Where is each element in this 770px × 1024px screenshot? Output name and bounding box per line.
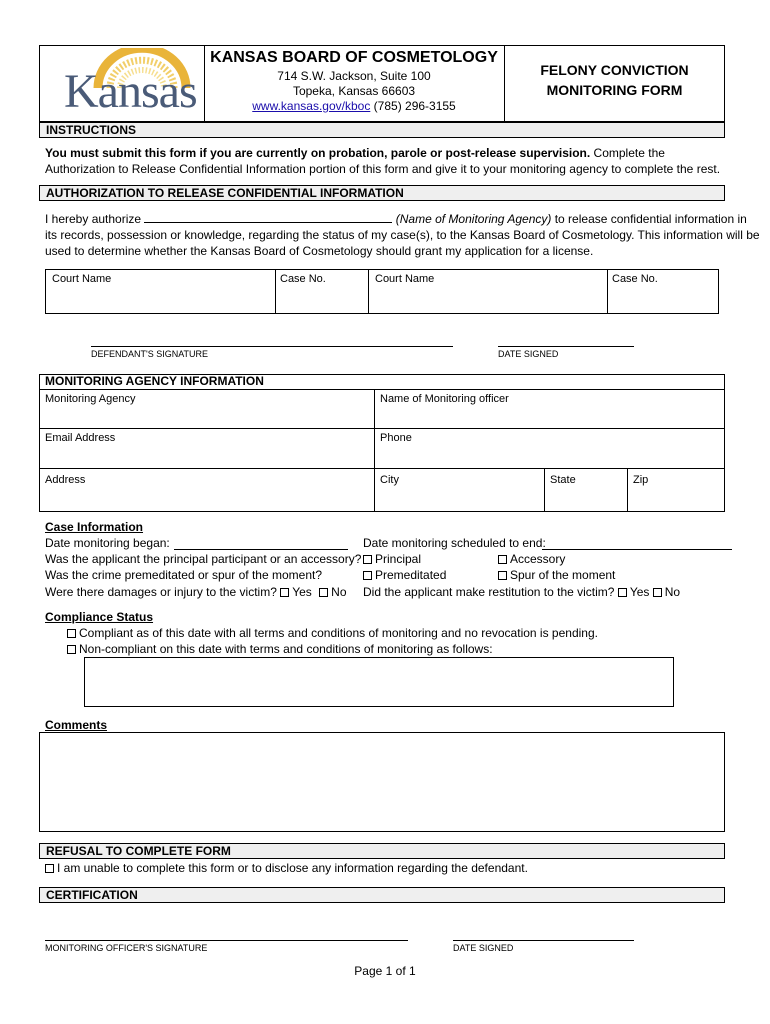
city-field[interactable]: City bbox=[380, 474, 399, 486]
instructions-bold: You must submit this form if you are currently on probation, parole or post-release supervision. bbox=[45, 146, 591, 160]
authorize-text-after: to release confidential information in bbox=[554, 212, 747, 226]
refusal-heading: REFUSAL TO COMPLETE FORM bbox=[39, 843, 725, 859]
phone-field[interactable]: Phone bbox=[380, 432, 412, 444]
authorization-heading: AUTHORIZATION TO RELEASE CONFIDENTIAL INFORMATION bbox=[39, 185, 725, 201]
instructions-body: Complete the Authorization to Release Confidential Information portion of this form and give it to your monitoring agency to complete the rest. bbox=[45, 146, 721, 176]
refusal-checkbox[interactable] bbox=[45, 864, 54, 873]
restitution-question: Did the applicant make restitution to the victim? bbox=[363, 585, 615, 599]
court-name-2-field[interactable]: Court Name bbox=[375, 273, 435, 285]
authorization-line1 bbox=[45, 211, 747, 227]
date-end-label: Date monitoring scheduled to end: bbox=[363, 536, 546, 550]
date-end-field[interactable] bbox=[542, 549, 732, 550]
premeditated-question: Was the crime premeditated or spur of the moment? bbox=[45, 568, 323, 582]
comments-field[interactable] bbox=[39, 732, 725, 832]
damages-yes-label: Yes bbox=[292, 585, 312, 599]
monitoring-agency-name-field[interactable] bbox=[144, 211, 392, 223]
principal-option[interactable] bbox=[363, 551, 421, 567]
form-title-1: FELONY CONVICTION bbox=[540, 62, 689, 78]
org-address-1: 714 S.W. Jackson, Suite 100 bbox=[277, 69, 431, 83]
org-contact bbox=[204, 98, 504, 114]
premeditated-option[interactable] bbox=[363, 567, 446, 583]
agency-heading: MONITORING AGENCY INFORMATION bbox=[45, 374, 264, 388]
noncompliant-label: Non-compliant on this date with terms and conditions of monitoring as follows: bbox=[79, 642, 493, 656]
org-name: KANSAS BOARD OF COSMETOLOGY bbox=[210, 49, 498, 66]
case-no-1-field[interactable]: Case No. bbox=[280, 273, 326, 285]
form-title-2: MONITORING FORM bbox=[546, 82, 683, 98]
authorization-line2: its records, possession or knowledge, regarding the status of my case(s), to the Kansas Board of Cosmetology. This information will be bbox=[45, 228, 760, 242]
page-number: Page 1 of 1 bbox=[354, 964, 416, 978]
compliant-label: Compliant as of this date with all terms and conditions of monitoring and no revocation is pending. bbox=[79, 626, 598, 640]
defendant-date-label: DATE SIGNED bbox=[498, 349, 559, 359]
defendant-signature-label: DEFENDANT'S SIGNATURE bbox=[91, 349, 209, 359]
monitoring-agency-field[interactable]: Monitoring Agency bbox=[45, 393, 136, 405]
damages-yes-checkbox[interactable] bbox=[280, 588, 289, 597]
compliant-checkbox[interactable] bbox=[67, 629, 76, 638]
spur-option[interactable] bbox=[498, 567, 615, 583]
restitution-row bbox=[363, 584, 680, 600]
damages-question: Were there damages or injury to the victim? bbox=[45, 585, 277, 599]
comments-heading: Comments bbox=[45, 718, 108, 732]
damages-no-checkbox[interactable] bbox=[319, 588, 328, 597]
website-link[interactable]: www.kansas.gov/kboc bbox=[252, 99, 371, 113]
officer-name-field[interactable]: Name of Monitoring officer bbox=[380, 393, 509, 405]
restitution-yes-checkbox[interactable] bbox=[618, 588, 627, 597]
state-field[interactable]: State bbox=[550, 474, 576, 486]
defendant-date-line[interactable] bbox=[498, 346, 634, 347]
spur-label: Spur of the moment bbox=[510, 568, 616, 582]
restitution-no-label: No bbox=[664, 585, 681, 599]
instructions-heading: INSTRUCTIONS bbox=[39, 122, 725, 138]
officer-date-line[interactable] bbox=[453, 940, 634, 941]
logo-wordmark: Kansas bbox=[64, 65, 197, 118]
refusal-label: I am unable to complete this form or to disclose any information regarding the defendant. bbox=[57, 861, 528, 875]
noncompliant-option[interactable] bbox=[67, 641, 493, 657]
kansas-logo bbox=[58, 48, 198, 118]
spur-checkbox[interactable] bbox=[498, 571, 507, 580]
court-name-1-field[interactable]: Court Name bbox=[52, 273, 112, 285]
premeditated-checkbox[interactable] bbox=[363, 571, 372, 580]
defendant-signature-line[interactable] bbox=[91, 346, 453, 347]
officer-date-label: DATE SIGNED bbox=[453, 943, 514, 953]
authorization-line3: used to determine whether the Kansas Board of Cosmetology should grant my application for a license. bbox=[45, 244, 594, 258]
officer-signature-label: MONITORING OFFICER'S SIGNATURE bbox=[45, 943, 208, 953]
org-address-2: Topeka, Kansas 66603 bbox=[292, 84, 416, 98]
accessory-checkbox[interactable] bbox=[498, 555, 507, 564]
date-began-field[interactable] bbox=[174, 549, 348, 550]
premeditated-label: Premeditated bbox=[375, 568, 447, 582]
noncompliant-checkbox[interactable] bbox=[67, 645, 76, 654]
noncompliance-details-field[interactable] bbox=[84, 657, 674, 707]
principal-checkbox[interactable] bbox=[363, 555, 372, 564]
principal-question: Was the applicant the principal participant or an accessory? bbox=[45, 552, 362, 566]
case-no-2-field[interactable]: Case No. bbox=[612, 273, 658, 285]
org-phone: (785) 296-3155 bbox=[373, 99, 456, 113]
email-field[interactable]: Email Address bbox=[45, 432, 116, 444]
agency-name-hint: (Name of Monitoring Agency) bbox=[395, 212, 552, 226]
certification-heading: CERTIFICATION bbox=[39, 887, 725, 903]
zip-field[interactable]: Zip bbox=[633, 474, 649, 486]
principal-label: Principal bbox=[375, 552, 422, 566]
refusal-option[interactable] bbox=[45, 860, 528, 876]
compliant-option[interactable] bbox=[67, 625, 598, 641]
address-field[interactable]: Address bbox=[45, 474, 86, 486]
damages-no-label: No bbox=[331, 585, 347, 599]
date-began-label: Date monitoring began: bbox=[45, 536, 170, 550]
accessory-option[interactable] bbox=[498, 551, 565, 567]
restitution-no-checkbox[interactable] bbox=[653, 588, 662, 597]
instructions-text bbox=[45, 145, 731, 177]
restitution-yes-label: Yes bbox=[629, 585, 650, 599]
accessory-label: Accessory bbox=[510, 552, 566, 566]
officer-signature-line[interactable] bbox=[45, 940, 408, 941]
compliance-heading: Compliance Status bbox=[45, 610, 154, 624]
damages-row bbox=[45, 584, 347, 600]
authorize-text: I hereby authorize bbox=[45, 212, 142, 226]
case-info-heading: Case Information bbox=[45, 520, 144, 534]
